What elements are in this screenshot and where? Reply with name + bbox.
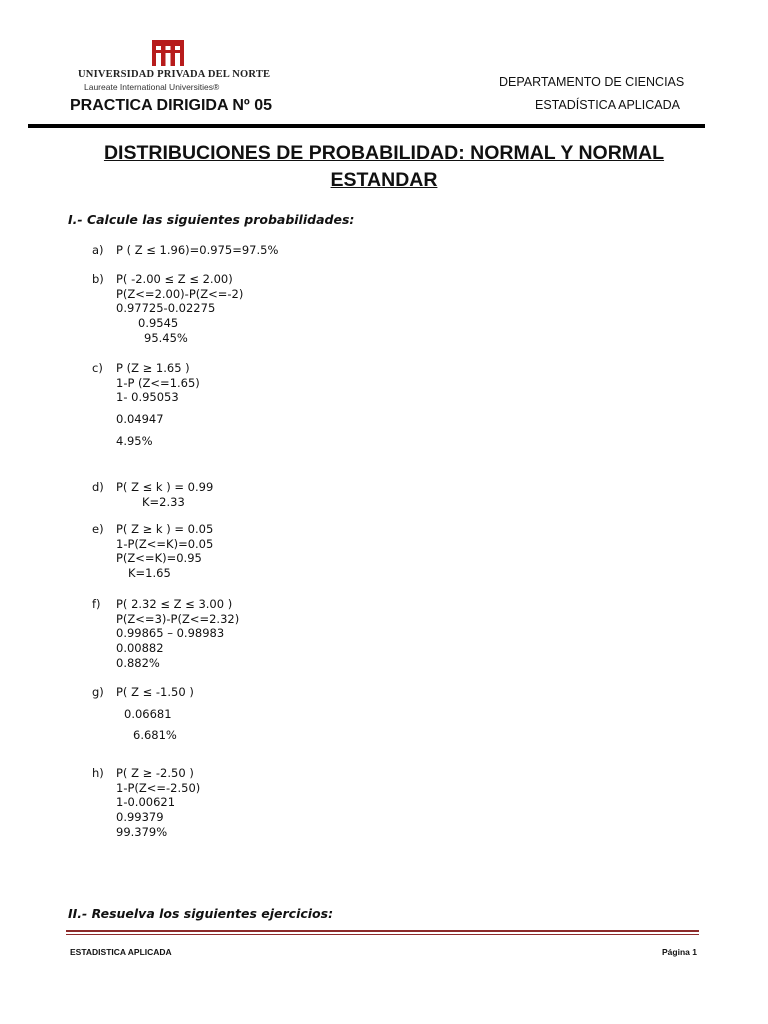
university-logo [72,38,277,98]
page-number: Página 1 [662,947,697,957]
exercise-line: P( Z ≥ -2.50 ) [116,766,194,780]
exercise-line: 1- 0.95053 [116,390,179,405]
exercise-line: P ( Z ≤ 1.96)=0.975=97.5% [116,243,279,257]
exercise-label: c) [92,361,103,375]
exercise-line: P( 2.32 ≤ Z ≤ 3.00 ) [116,597,233,611]
exercise-line: P(Z<=2.00)-P(Z<=-2) [116,286,244,301]
page-title-line-2: ESTANDAR [330,169,438,191]
exercise-e [92,522,213,581]
exercise-line: P( Z ≤ -1.50 ) [116,685,194,699]
exercise-line: 1-P(Z<=K)=0.05 [116,536,214,551]
exercise-line: 0.97725-0.02275 [116,301,216,316]
exercise-line: 4.95% [116,433,153,448]
exercise-line: 1-0.00621 [116,795,176,810]
exercise-line: 0.00882 [116,641,164,656]
exercise-label: d) [92,480,104,494]
department-name: DEPARTAMENTO DE CIENCIAS [499,75,685,89]
university-name: UNIVERSIDAD PRIVADA DEL NORTE [78,69,271,80]
exercise-line: 0.882% [116,655,160,670]
exercise-line: P (Z ≥ 1.65 ) [116,361,190,375]
exercise-d [92,480,213,509]
exercise-line: 99.379% [116,824,168,839]
practice-title: PRACTICA DIRIGIDA Nº 05 [70,97,273,112]
exercise-line: 0.06681 [124,706,172,721]
university-logo-mark-icon [152,40,184,66]
section-1-heading: I.- Calcule las siguientes probabilidades: [68,212,355,227]
exercise-c [92,361,200,449]
exercise-line: K=2.33 [142,494,185,509]
exercise-line: 95.45% [144,330,188,345]
exercise-label: f) [92,597,101,611]
exercise-label: h) [92,766,104,780]
exercise-line: P( Z ≤ k ) = 0.99 [116,480,214,494]
exercise-label: g) [92,685,104,699]
exercise-line: 0.99865 – 0.98983 [116,626,225,641]
exercise-line: 0.99379 [116,810,164,825]
exercise-g [92,685,194,743]
exercise-a [92,243,278,258]
exercise-h [92,766,200,840]
exercise-label: a) [92,243,104,257]
university-network: Laureate International Universities® [84,82,220,92]
page-title [70,140,698,194]
footer-subject: ESTADISTICA APLICADA [70,947,172,957]
exercise-label: e) [92,522,104,536]
exercise-label: b) [92,272,104,286]
footer-divider [66,930,699,932]
exercise-line: P( Z ≥ k ) = 0.05 [116,522,214,536]
footer-divider-thin [66,934,699,935]
section-2-heading: II.- Resuelva los siguientes ejercicios: [68,906,334,921]
exercise-line: K=1.65 [128,566,171,581]
exercise-line: 0.04947 [116,412,164,427]
exercise-f [92,597,239,671]
exercise-line: 1-P (Z<=1.65) [116,375,200,390]
exercise-line: 6.681% [133,728,177,743]
exercise-line: P( -2.00 ≤ Z ≤ 2.00) [116,272,233,286]
exercise-line: 1-P(Z<=-2.50) [116,780,201,795]
exercise-line: P(Z<=K)=0.95 [116,551,202,566]
subject-name: ESTADÍSTICA APLICADA [535,98,680,112]
header-divider [28,124,705,128]
exercise-line: 0.9545 [138,316,179,331]
page-title-line-1: DISTRIBUCIONES DE PROBABILIDAD: NORMAL Y NORMAL [103,142,665,164]
exercise-b [92,272,243,346]
exercise-line: P(Z<=3)-P(Z<=2.32) [116,611,240,626]
